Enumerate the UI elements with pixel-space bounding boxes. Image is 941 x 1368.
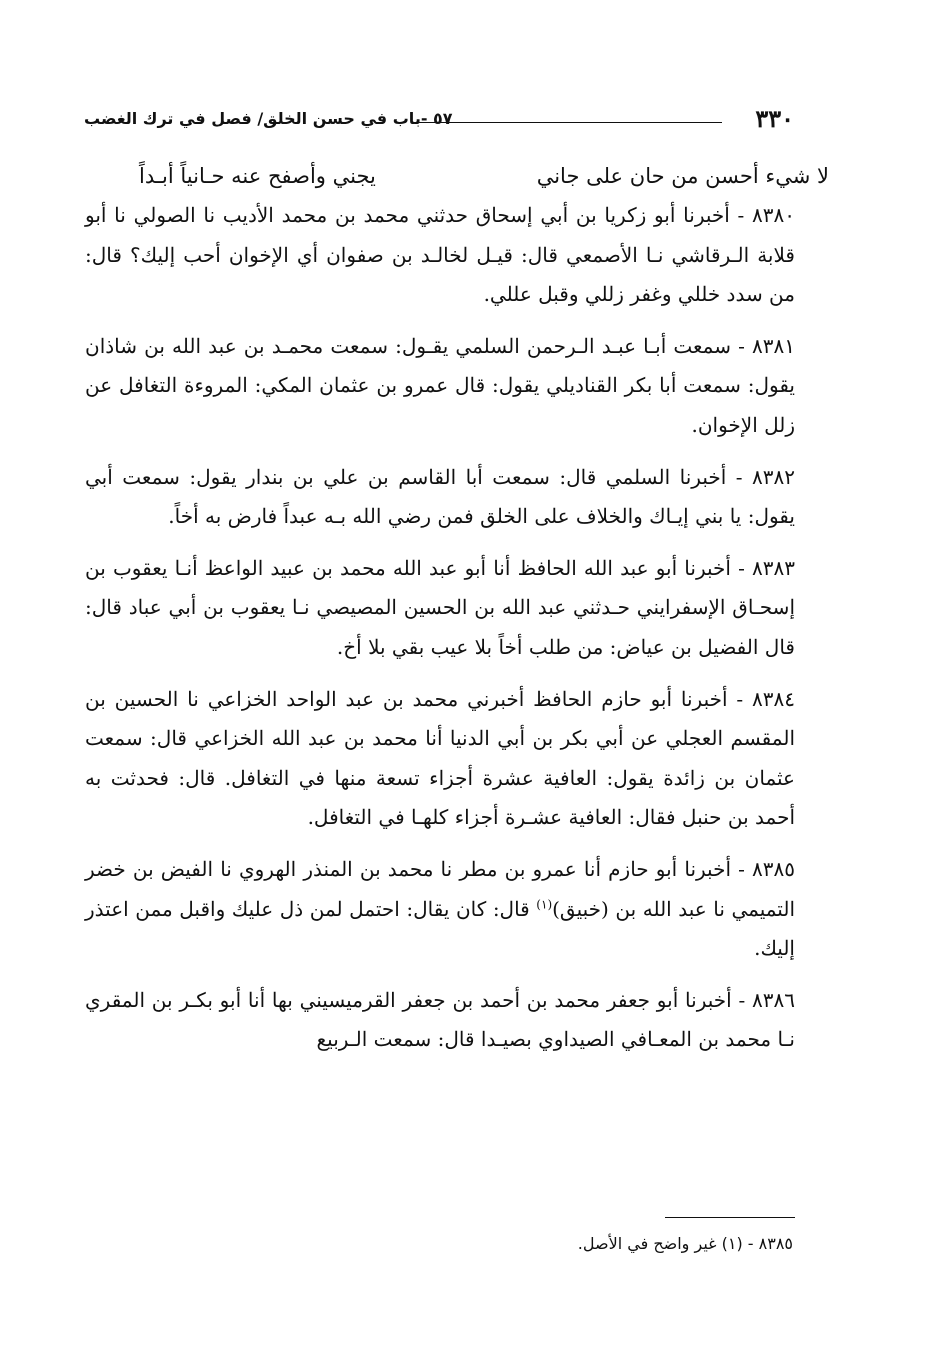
narration-number: ٨٣٨٠ [752,203,795,227]
footnote: ٨٣٨٥ - (١) غير واضح في الأصل. [577,1234,793,1253]
narration-text: أخبرنا أبو عبد الله الحافظ أنا أبو عبد الله محمد بن عبيد الواعظ أنـا يعقوب بن إسحـاق الإسفرايني حـدثني عبد الله بن الحسين المصيصي نـا يعقوب بن أبي عباد قال: قال الفضيل بن عياض: من طلب أخاً بلا عيب بقي بلا أخ. [85,555,795,659]
narration-number: ٨٣٨١ [752,333,795,358]
header-rule [414,122,722,123]
body-text [85,196,795,1072]
narration-number: ٨٣٨٢ [752,464,795,489]
page-number: ٣٣٠ [755,104,794,133]
narration-paragraph: ٨٣٨٤ - أخبرنا أبو حازم الحافظ أخبرني محمد بن عبد الواحد الخزاعي نا الحسين بن المقسم العجلي عن أبي بكر بن أبي الدنيا أنا محمد بن عبد الله الخزاعي قال: سمعت عثمان بن زائدة يقول: العافية عشرة أجزاء تسعة منها في التغافل. قال: فحدثت به أحمد بن حنبل فقال: العافية عشـرة أجزاء كلهـا في التغافل. [85,686,795,830]
narration-paragraph: ٨٣٨١ - سمعت أبـا عبـد الـرحمن السلمي يقـول: سمعت محمـد بن عبد الله بن شاذان يقول: سمعت أبا بكر القناديلي يقول: قال عمرو بن عثمان المكي: المروءة التغافل عن زلل الإخوان. [85,333,795,437]
narration-text: سمعت أبـا عبـد الـرحمن السلمي يقـول: سمعت محمـد بن عبد الله بن شاذان يقول: سمعت أبا بكر القناديلي يقول: قال عمرو بن عثمان المكي: المروءة التغافل عن زلل الإخوان. [85,333,795,437]
narration-paragraph: ٨٣٨٢ - أخبرنا السلمي قال: سمعت أبا القاسم بن علي بن بندار يقول: سمعت أبي يقول: يا بني إيـاك والخلاف على الخلق فمن رضي الله بـه عبداً فارض به أخاً. [85,464,795,529]
verse-second-hemistich: يجني وأصفح عنه حـانياً أبـداً [139,164,376,188]
narration-text: أخبرنا أبو زكريا بن أبي إسحاق حدثني محمد بن محمد الأديب نا الصولي نا أبو قلابة الـرقاشي نـا الأصمعي قال: قيـل لخالـد بن صفوان أي الإخوان أحب إليك؟ قال: من سدد خللي وغفر زللي وقبل عللي. [85,203,795,307]
footnote-separator [665,1217,795,1218]
narration-text: أخبرنا أبو جعفر محمد بن أحمد بن جعفر القرميسيني بها أنا أبو بكـر بن المقري نـا محمد بن المعـافي الصيداوي بصيـدا قال: سمعت الـربيع [85,987,795,1052]
narration-paragraph: ٨٣٨٥ - أخبرنا أبو حازم أنا عمرو بن مطر نا محمد بن المنذر الهروي نا الفيض بن خضر التميمي نا عبد الله بن (خبيق)$^{(١)}$ قال: كان يقال: احتمل لمن ذل عليك واقبل ممن اعتذر إليك. [85,856,795,961]
narration-text: أخبرنا أبو حازم الحافظ أخبرني محمد بن عبد الواحد الخزاعي نا الحسين بن المقسم العجلي عن أبي بكر بن أبي الدنيا أنا محمد بن عبد الله الخزاعي قال: سمعت عثمان بن زائدة يقول: العافية عشرة أجزاء تسعة منها في التغافل. قال: فحدثت به أحمد بن حنبل فقال: العافية عشـرة أجزاء كلهـا في التغافل. [85,686,795,830]
footnote-reference: (١) [536,896,553,911]
narration-paragraph: ٨٣٨٦ - أخبرنا أبو جعفر محمد بن أحمد بن جعفر القرميسيني بها أنا أبو بكـر بن المقري نـا محمد بن المعـافي الصيداوي بصيـدا قال: سمعت الـربيع [85,987,795,1052]
narration-number: ٨٣٨٤ [752,686,795,711]
chapter-title: ٥٧ -باب في حسن الخلق/ فصل في ترك الغضب [84,109,453,128]
narration-text: أخبرنا السلمي قال: سمعت أبا القاسم بن علي بن بندار يقول: سمعت أبي يقول: يا بني إيـاك والخلاف على الخلق فمن رضي الله بـه عبداً فارض به أخاً. [85,464,795,529]
narration-number: ٨٣٨٦ [752,987,795,1012]
narration-text: أخبرنا أبو حازم أنا عمرو بن مطر نا محمد بن المنذر الهروي نا الفيض بن خضر التميمي نا عبد الله بن (خبيق) [85,856,795,921]
poetry-verse [139,156,829,198]
running-header [84,104,794,138]
narration-paragraph: ٨٣٨٣ - أخبرنا أبو عبد الله الحافظ أنا أبو عبد الله محمد بن عبيد الواعظ أنـا يعقوب بن إسحـاق الإسفرايني حـدثني عبد الله بن الحسين المصيصي نـا يعقوب بن أبي عباد قال: قال الفضيل بن عياض: من طلب أخاً بلا عيب بقي بلا أخ. [85,555,795,659]
narration-text-continued: قال: كان يقال: احتمل لمن ذل عليك واقبل ممن اعتذر إليك. [85,896,795,961]
verse-first-hemistich: لا شيء أحسن من حان على جاني [536,164,829,188]
narration-paragraph: ٨٣٨٠ - أخبرنا أبو زكريا بن أبي إسحاق حدثني محمد بن محمد الأديب نا الصولي نا أبو قلابة الـرقاشي نـا الأصمعي قال: قيـل لخالـد بن صفوان أي الإخوان أحب إليك؟ قال: من سدد خللي وغفر زللي وقبل عللي. [85,203,795,307]
narration-number: ٨٣٨٣ [752,555,795,580]
narration-number: ٨٣٨٥ [752,856,795,881]
